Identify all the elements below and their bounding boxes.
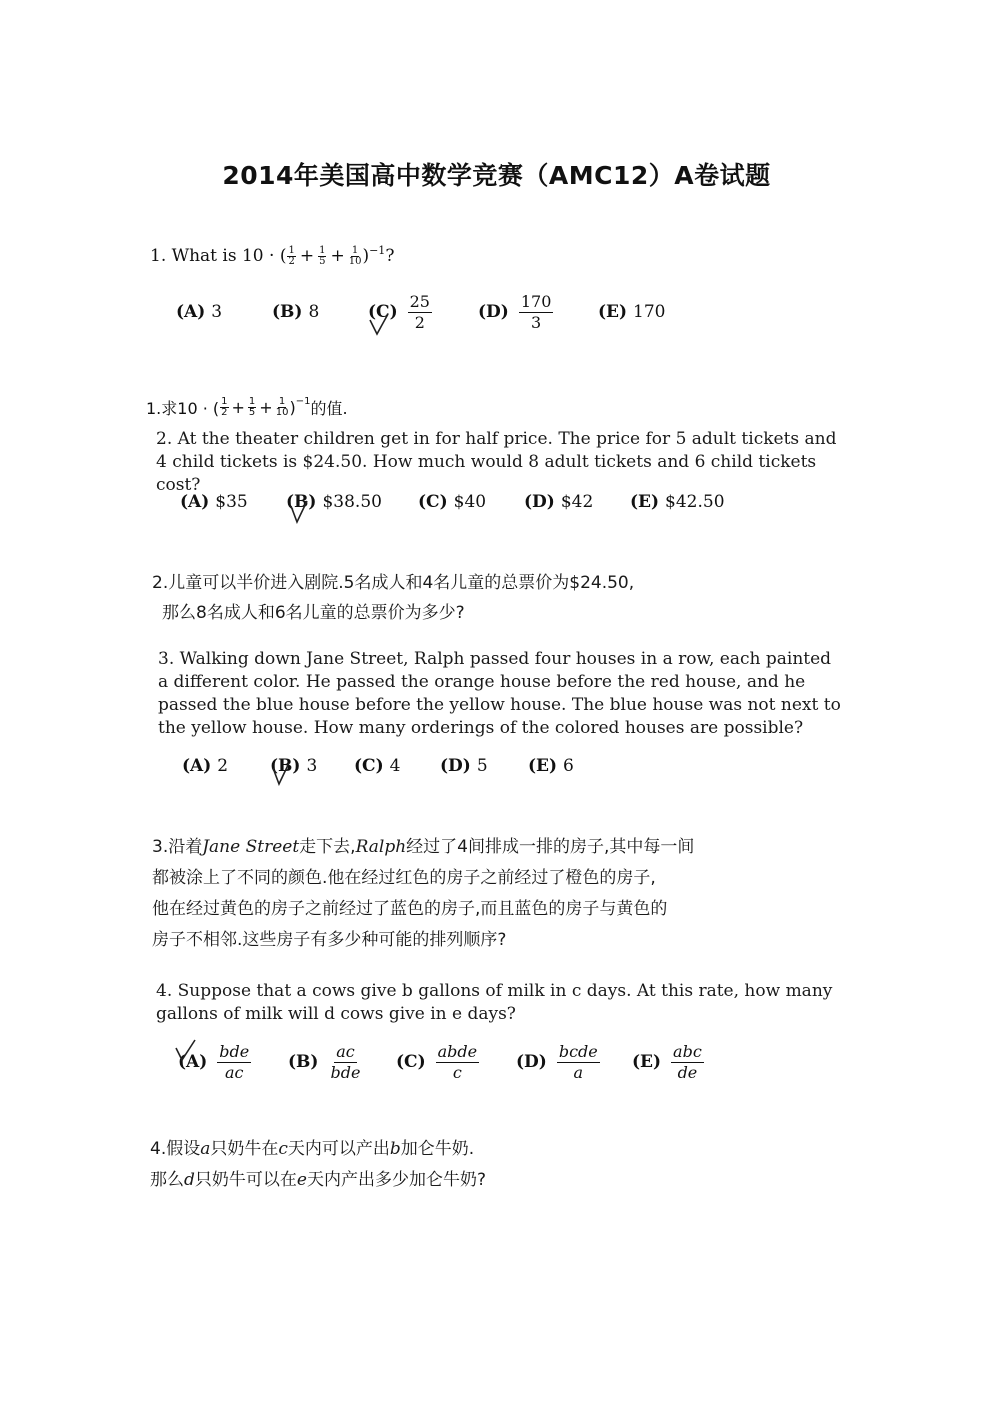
q4-option-a[interactable]: (A) $\frac{\text{bde}}{ac}$ — [178, 1041, 250, 1082]
q2-check-mark-icon — [288, 500, 310, 524]
q2-option-a[interactable]: (A) $35 — [180, 492, 248, 512]
page-title: 2014年美国高中数学竞赛（AMC12）A卷试题 — [222, 161, 771, 190]
q4-options — [178, 1040, 718, 1084]
q4-chinese-line-2: 那么d只奶牛可以在e天内产出多少加仑牛奶? — [150, 1170, 486, 1190]
q3-option-e[interactable]: (E) 6 — [528, 756, 574, 776]
q1-frac-3: $\frac{1}{10}$ — [348, 244, 362, 267]
q2-question: 2. At the theater children get in for half price. The price for 5 adult tickets and 4 child tickets is $24.50. How much would 8 adult tickets and 6 child tickets cost? — [156, 429, 837, 495]
q4-option-d[interactable]: (D) $\frac{\text{bcde}}{a}$ — [516, 1041, 598, 1082]
q3-option-b[interactable]: (B) 3 — [270, 756, 318, 776]
q3-option-d[interactable]: (D) 5 — [440, 756, 488, 776]
q2-option-d[interactable]: (D) $42 — [524, 492, 594, 512]
q1-frac-1: 1 2 — [288, 244, 295, 267]
q3-check-mark-icon — [270, 762, 292, 786]
q1-frac-2: $\frac{1}{5}$ — [319, 244, 326, 267]
q4-question: 4. Suppose that a cows give b gallons of milk in c days. At this rate, how many gallons of milk will d cows give in e days? — [156, 981, 833, 1024]
q1-option-c[interactable]: (C) $\frac{25}{2}$ — [368, 291, 430, 332]
q3-chinese-line-1: 3.沿着Jane Street走下去,Ralph经过了4间排成一排的房子,其中每一间 — [152, 837, 695, 857]
q2-option-e[interactable]: (E) $42.50 — [630, 492, 725, 512]
q1-question: 1. What is 10 · ( 1 2 + $\frac{1}{5}$ + $\frac{1}{10}$ ) $^{-1}$ ? — [150, 243, 395, 267]
q4-option-e[interactable]: (E) $\frac{\text{abc}}{de}$ — [632, 1041, 702, 1082]
q3-option-c[interactable]: (C) 4 — [354, 756, 401, 776]
q1-options — [176, 290, 696, 334]
q1-option-d[interactable]: (D) $\frac{170}{3}$ — [478, 291, 552, 332]
q2-option-b[interactable]: (B) $38.50 — [286, 492, 382, 512]
q3-chinese-line-2: 都被涂上了不同的颜色.他在经过红色的房子之前经过了橙色的房子, — [152, 868, 656, 888]
q4-chinese-line-1: 4.假设a只奶牛在c天内可以产出b加仑牛奶. — [150, 1139, 475, 1159]
q3-question: 3. Walking down Jane Street, Ralph passed four houses in a row, each painted a different color. He passed the orange house before the red house, and he passed the blue house before the yellow house. The blue house was not next to the yellow house. How many orderings of the colored houses are possible? — [158, 649, 841, 738]
q3-option-a[interactable]: (A) 2 — [182, 756, 229, 776]
q3-options — [182, 744, 602, 788]
q4-option-c[interactable]: (C) $\frac{\text{abde}}{c}$ — [396, 1041, 478, 1082]
q1-check-mark-icon — [368, 312, 390, 336]
q1-option-a[interactable]: (A) 3 — [176, 302, 223, 322]
q1-chinese: 1.求10 · ( 1 2 + $\frac{1}{5}$ + $\frac{1}{10}$ ) $^{-1}$ 的值. — [146, 395, 348, 418]
q3-chinese-line-4: 房子不相邻.这些房子有多少种可能的排列顺序? — [152, 930, 507, 950]
q3-chinese-line-3: 他在经过黄色的房子之前经过了蓝色的房子,而且蓝色的房子与黄色的 — [152, 899, 668, 919]
q2-chinese-line-1: 2.儿童可以半价进入剧院.5名成人和4名儿童的总票价为$24.50, — [152, 573, 635, 593]
q2-option-c[interactable]: (C) $40 — [418, 492, 487, 512]
q4-option-b[interactable]: (B) $\frac{ac}{\text{bde}}$ — [288, 1041, 361, 1082]
q1-option-e[interactable]: (E) 170 — [598, 302, 666, 322]
q4-check-mark-icon — [174, 1038, 196, 1062]
q2-options — [180, 480, 740, 524]
q1-option-b[interactable]: (B) 8 — [272, 302, 320, 322]
q2-chinese-line-2: 那么8名成人和6名儿童的总票价为多少? — [162, 603, 465, 623]
